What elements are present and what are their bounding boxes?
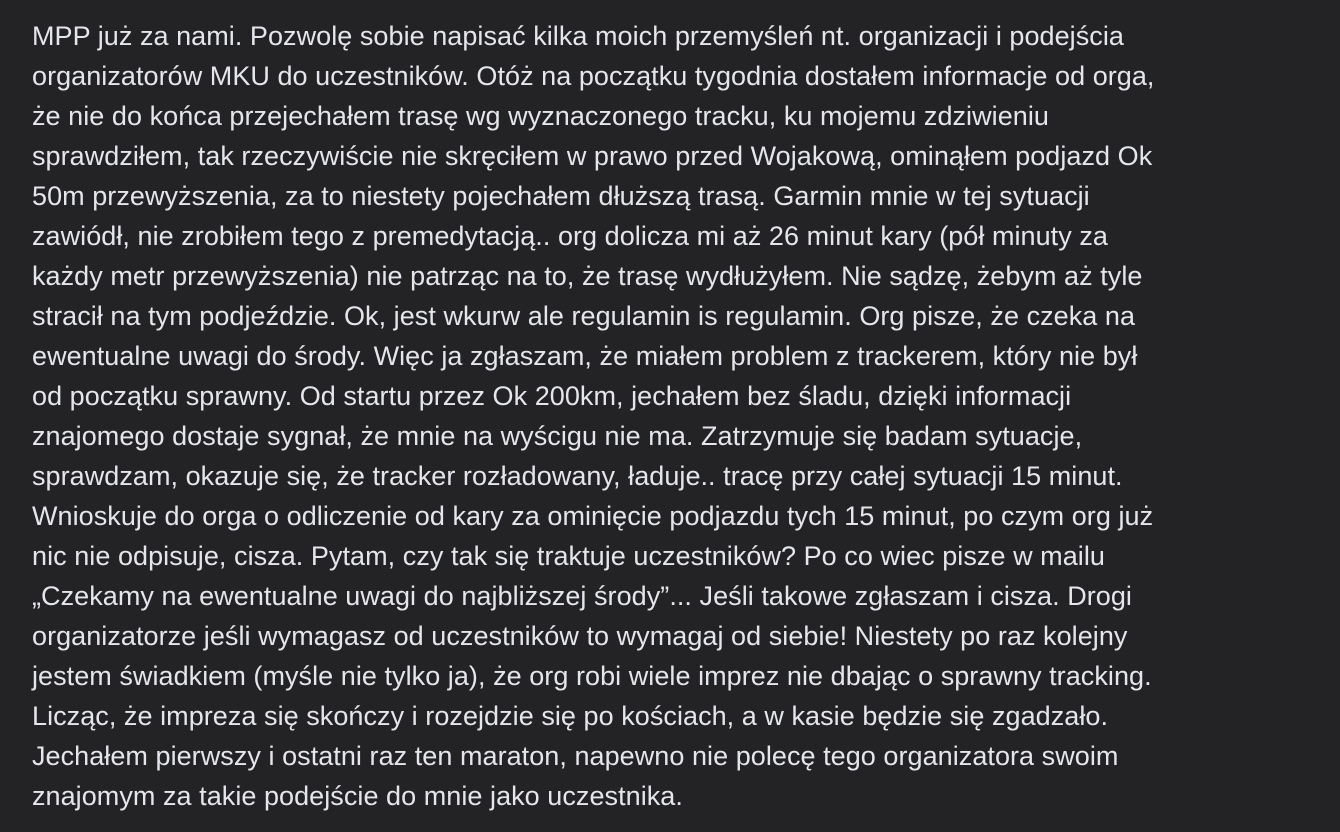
post-text-line: Licząc, że impreza się skończy i rozejdzie się po kościach, a w kasie będzie się zgadzało. — [32, 701, 1108, 731]
post-text-line: Jechałem pierwszy i ostatni raz ten maraton, napewno nie polecę tego organizatora swoim — [32, 741, 1119, 771]
post-text-line: od początku sprawny. Od startu przez Ok 200km, jechałem bez śladu, dzięki informacji — [32, 381, 1072, 411]
post-text-line: znajomym za takie podejście do mnie jako uczestnika. — [32, 781, 683, 811]
post-text-line: zawiódł, nie zrobiłem tego z premedytacją.. org dolicza mi aż 26 minut kary (pół minuty za — [32, 221, 1108, 251]
post-text-line: stracił na tym podjeździe. Ok, jest wkurw ale regulamin is regulamin. Org pisze, że czeka na — [32, 301, 1136, 331]
post-text-line: organizatorów MKU do uczestników. Otóż na początku tygodnia dostałem informacje od orga, — [32, 61, 1155, 91]
post-text-line: 50m przewyższenia, za to niestety pojechałem dłuższą trasą. Garmin mnie w tej sytuacji — [32, 181, 1090, 211]
post-text-line: Wnioskuje do orga o odliczenie od kary za ominięcie podjazdu tych 15 minut, po czym org już — [32, 501, 1154, 531]
post-text-line: organizatorze jeśli wymagasz od uczestników to wymagaj od siebie! Niestety po raz kolejny — [32, 621, 1128, 651]
post-text-line: że nie do końca przejechałem trasę wg wyznaczonego tracku, ku mojemu zdziwieniu — [32, 101, 1049, 131]
post-text — [32, 16, 1320, 816]
post-text-line: każdy metr przewyższenia) nie patrząc na to, że trasę wydłużyłem. Nie sądzę, żebym aż tyle — [32, 261, 1143, 291]
post-text-line: znajomego dostaje sygnał, że mnie na wyścigu nie ma. Zatrzymuje się badam sytuacje, — [32, 421, 1083, 451]
post-text-line: sprawdzam, okazuje się, że tracker rozładowany, ładuje.. tracę przy całej sytuacji 15 minut. — [32, 461, 1123, 491]
post-text-line: ewentualne uwagi do środy. Więc ja zgłaszam, że miałem problem z trackerem, który nie był — [32, 341, 1138, 371]
post-text-line: MPP już za nami. Pozwolę sobie napisać kilka moich przemyśleń nt. organizacji i podejścia — [32, 21, 1124, 51]
post-text-line: jestem świadkiem (myśle nie tylko ja), że org robi wiele imprez nie dbając o sprawny tracking. — [32, 661, 1152, 691]
post-text-line: nic nie odpisuje, cisza. Pytam, czy tak się traktuje uczestników? Po co wiec pisze w mailu — [32, 541, 1105, 571]
post-text-line: sprawdziłem, tak rzeczywiście nie skręciłem w prawo przed Wojakową, ominąłem podjazd Ok — [32, 141, 1153, 171]
post-text-line: „Czekamy na ewentualne uwagi do najbliższej środy”... Jeśli takowe zgłaszam i cisza. Drogi — [32, 581, 1132, 611]
